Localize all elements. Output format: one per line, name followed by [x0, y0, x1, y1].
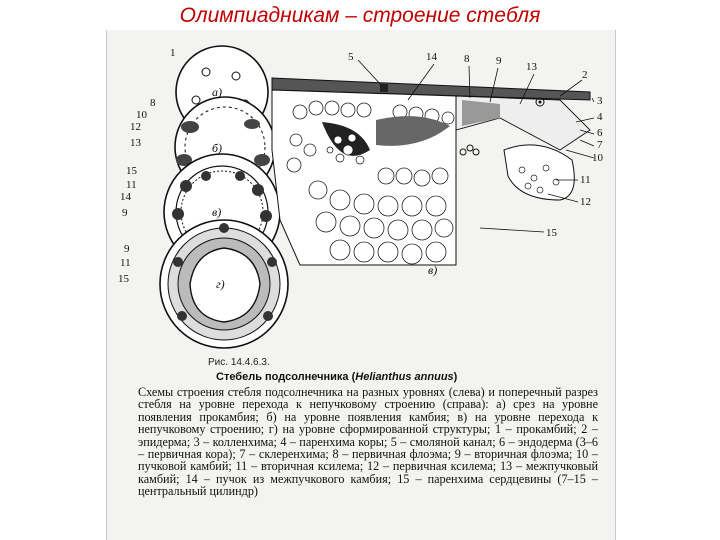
label-14-left: 14	[120, 191, 131, 203]
slide-title: Олимпиадникам – строение стебля	[179, 4, 541, 27]
label-8-left: 8	[150, 97, 156, 109]
sublabel-a: а)	[212, 85, 222, 99]
label-4: 4	[597, 111, 603, 123]
label-15-left: 15	[126, 165, 137, 177]
label-11: 11	[580, 174, 591, 186]
label-9: 9	[496, 55, 502, 67]
label-9-left-b: 9	[124, 243, 130, 255]
sublabel-v-right: в)	[428, 263, 438, 277]
label-5: 5	[348, 51, 354, 63]
label-12: 12	[580, 196, 591, 208]
figure-heading-latin: Helianthus annuus	[355, 371, 454, 383]
label-1: 1	[170, 47, 176, 59]
label-12-left: 12	[130, 121, 141, 133]
label-10: 10	[592, 152, 603, 164]
label-8: 8	[464, 53, 470, 65]
sublabel-g: г)	[216, 277, 225, 291]
label-10-left: 10	[136, 109, 147, 121]
label-11-left-b: 11	[120, 257, 131, 269]
label-15-left-b: 15	[118, 273, 129, 285]
sublabel-v: в)	[212, 205, 222, 219]
figure-number: Рис. 14.4.6.3.	[208, 357, 270, 368]
label-11-left: 11	[126, 179, 137, 191]
figure-heading-main: Стебель подсолнечника (	[216, 371, 356, 383]
label-14: 14	[426, 51, 437, 63]
label-15: 15	[546, 227, 557, 239]
label-13: 13	[526, 61, 537, 73]
label-7: 7	[597, 139, 603, 151]
label-3: 3	[597, 95, 603, 107]
sublabel-b: б)	[212, 141, 223, 155]
label-2: 2	[582, 69, 588, 81]
figure-caption: Схемы строения стебля подсолнечника на разных уровнях (слева) и поперечный разрез стебля на уровне перехода к непучковому строению (справа): а) срез на уровне появления прокамбия; б) на уровне появления камбия; в) на уровне перехода к непучковому строению; г) на уровне сформированной структуры; 1 – прокамбий; 2 – эпидерма; 3 – колленхима; 4 – паренхима коры; 5 – смоляной канал; 6 – эндодерма (3–6 – первичная кора); 7 – склеренхима; 8 – первичная флоэма; 9 – вторичная флоэма; 10 – пучковой камбий; 11 – вторичная ксилема; 12 – первичная ксилема; 13 – межпучковый камбий; 14 – пучок из межпучкового камбия; 15 – паренхима сердцевины (7–15 – центральный цилиндр)	[138, 385, 598, 499]
figure-heading	[216, 371, 457, 383]
label-6: 6	[597, 127, 603, 139]
label-9-left: 9	[122, 207, 128, 219]
label-13-left: 13	[130, 137, 141, 149]
figure-heading-end: )	[453, 371, 458, 383]
